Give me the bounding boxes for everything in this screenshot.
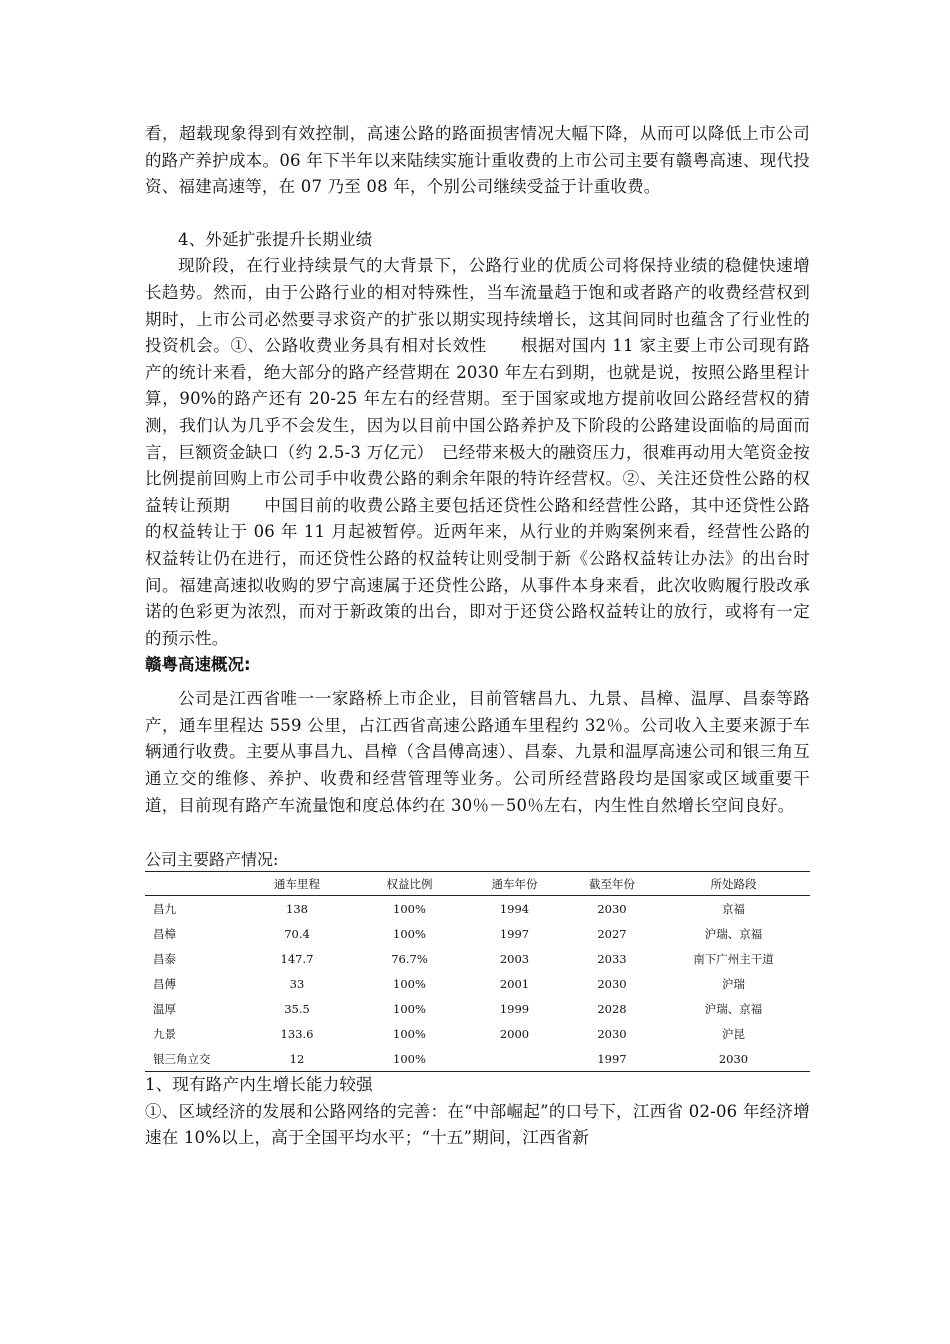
table-header-cell: 通车年份 [491, 876, 538, 891]
paragraph-expansion-analysis: 现阶段，在行业持续景气的大背景下，公路行业的优质公司将保持业绩的稳健快速增长趋势。然而，由于公路行业的相对特殊性，当车流量趋于饱和或者路产的收费经营权到期时，上市公司必然要寻求资产的扩张以期实现持续增长，这其间同时也蕴含了行业性的投资机会。①、公路收费业务具有相对长效性 根据对国内 11 家主要上市公司现有路产的统计来看，绝大部分的路产经营期在 2030 年左右到期，也就是说，按照公路里程计算，90%的路产还有 20-25 年左右的经营期。至于国家或地方提前收回公路经营权的猜测，我们认为几乎不会发生，因为以目前中国公路养护及下阶段的公路建设面临的局面而言，巨额资金缺口（约 2.5-3 万亿元） 已经带来极大的融资压力，很难再动用大笔资金按比例提前回购上市公司手中收费公路的剩余年限的特许经营权。②、关注还贷性公路的权益转让预期 中国目前的收费公路主要包括还贷性公路和经营性公路，其中还贷性公路的权益转让于 06 年 11 月起被暂停。近两年来，从行业的并购案例来看，经营性公路的权益转让仍在进行，而还贷性公路的权益转让则受制于新《公路权益转让办法》的出台时间。福建高速拟收购的罗宁高速属于还贷性公路，从事件本身来看，此次收购履行股改承诺的色彩更为浓烈，而对于新政策的出台，即对于还贷公路权益转让的放行，或将有一定的预示性。 [145, 256, 810, 648]
mileage: 33 [289, 976, 305, 991]
table-header-row [145, 872, 810, 896]
heading-external-expansion: 4、外延扩张提升长期业绩 [178, 229, 373, 249]
mileage: 147.7 [280, 951, 314, 966]
open-year: 1997 [499, 926, 530, 941]
mileage: 138 [286, 901, 308, 916]
end-year: 2030 [597, 976, 627, 991]
mileage: 35.5 [284, 1001, 310, 1016]
subheading-organic-growth: 1、现有路产内生增长能力较强 [145, 1075, 373, 1095]
route-section: 沪昆 [722, 1026, 745, 1041]
end-year: 2027 [597, 926, 627, 941]
table-header-cell [145, 872, 237, 896]
paragraph-regional-economy: ①、区域经济的发展和公路网络的完善：在“中部崛起”的口号下，江西省 02-06 年经济增速在 10%以上，高于全国平均水平；“十五”期间，江西省新 [145, 1101, 810, 1148]
mileage: 133.6 [280, 1026, 314, 1041]
equity-ratio: 100% [393, 1001, 426, 1016]
equity-ratio: 100% [393, 1026, 426, 1041]
table-caption: 公司主要路产情况: [145, 850, 279, 870]
road-name: 昌樟 [153, 926, 176, 941]
end-year: 2030 [597, 1026, 627, 1041]
road-name: 温厚 [153, 1001, 176, 1016]
section-title-company-overview: 赣粤高速概况: [145, 655, 251, 675]
end-year: 1997 [567, 1046, 657, 1072]
road-name: 九景 [153, 1026, 176, 1041]
paragraph-company-overview: 公司是江西省唯一一家路桥上市企业，目前管辖昌九、九景、昌樟、温厚、昌泰等路产，通车里程达 559 公里，占江西省高速公路通车里程约 32％。公司收入主要来源于车辆通行收费。主要从事昌九、昌樟（含昌傅高速）、昌泰、九景和温厚高速公司和银三角互通立交的维修、养护、收费和经营管理等业务。公司所经营路段均是国家或区域重要干道，目前现有路产车流量饱和度总体约在 30％－50％左右，内生性自然增长空间良好。 [145, 689, 810, 815]
mileage: 12 [237, 1046, 357, 1072]
table-row [145, 1046, 810, 1072]
route-section: 南下广州主干道 [693, 951, 774, 966]
end-year: 2030 [597, 901, 627, 916]
table-header-cell: 权益比例 [386, 876, 433, 891]
open-year: 1999 [499, 1001, 530, 1016]
equity-ratio: 100% [393, 976, 426, 991]
road-name: 银三角立交 [145, 1046, 237, 1072]
table-row [145, 921, 810, 946]
road-assets-table [145, 871, 810, 1072]
table-row [145, 996, 810, 1021]
road-name: 昌泰 [153, 951, 176, 966]
paragraph-weight-toll: 看，超载现象得到有效控制，高速公路的路面损害情况大幅下降，从而可以降低上市公司的路产养护成本。06 年下半年以来陆续实施计重收费的上市公司主要有赣粤高速、现代投资、福建高速等，在 07 乃至 08 年，个别公司继续受益于计重收费。 [145, 124, 810, 197]
table-row [145, 896, 810, 922]
table-row [145, 1021, 810, 1046]
road-name: 昌九 [153, 901, 176, 916]
open-year: 1994 [499, 901, 530, 916]
table-header-cell: 通车里程 [274, 876, 320, 891]
equity-ratio: 100% [393, 901, 426, 916]
mileage: 70.4 [284, 926, 310, 941]
equity-ratio: 100% [393, 926, 426, 941]
table-row [145, 946, 810, 971]
route-section: 沪瑞、京福 [704, 1001, 763, 1016]
table-header-cell: 所处路段 [710, 876, 757, 891]
document-page [145, 121, 810, 1152]
route-section: 京福 [722, 901, 745, 916]
route-section: 沪瑞、京福 [704, 926, 763, 941]
open-year: 2003 [499, 951, 530, 966]
open-year [462, 1046, 567, 1072]
open-year: 2000 [499, 1026, 530, 1041]
route-section: 2030 [657, 1046, 810, 1072]
end-year: 2033 [597, 951, 627, 966]
equity-ratio: 76.7% [391, 951, 428, 966]
road-name: 昌傅 [153, 976, 176, 991]
route-section: 沪瑞 [722, 976, 745, 991]
table-header-cell: 截至年份 [589, 876, 635, 891]
equity-ratio: 100% [357, 1046, 462, 1072]
table-row [145, 971, 810, 996]
open-year: 2001 [499, 976, 530, 991]
end-year: 2028 [597, 1001, 627, 1016]
